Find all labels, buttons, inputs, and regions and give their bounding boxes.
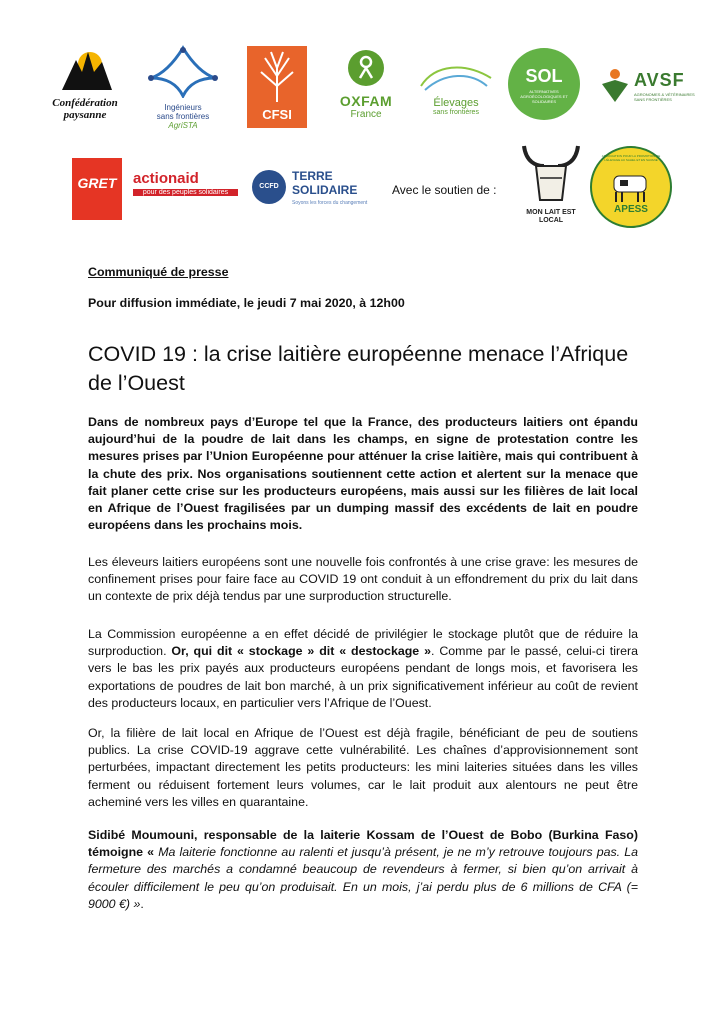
elevages-label-1: Élevages [433, 97, 479, 109]
paragraph-2-highlight: Or, qui dit « stockage » dit « destockage » [171, 644, 431, 659]
apess-ring-label: ASSOCIATION POUR LA PROMOTION DE L'ÉLEVAGE AU SAHEL ET EN SAVANE [601, 154, 661, 162]
paragraph-4-speaker: Sidibé Moumouni, responsable de la laiterie Kossam de l’Ouest de Bobo (Burkina Faso) témoigne « [88, 828, 638, 860]
confederation-emblem-icon [42, 42, 128, 92]
confederation-label: Confédération paysanne [52, 97, 118, 121]
paragraph-2-text-start: La Commission européenne a en effet décidé de privilégier le stockage plutôt que de réduire la surproduction. [88, 627, 638, 659]
cow-horns-milk-icon [518, 142, 584, 204]
communique-label: Communiqué de presse [88, 265, 229, 279]
sol-sub-label: ALTERNATIVES AGROÉCOLOGIQUES ET SOLIDAIRES [520, 89, 568, 104]
paragraph-4 [88, 827, 638, 913]
logo-oxfam [330, 48, 402, 130]
ccfd-badge [252, 170, 286, 204]
logo-gret [72, 158, 122, 220]
page-title: COVID 19 : la crise laitière européenne menace l’Afrique de l’Ouest [88, 342, 629, 395]
terre-label-2: SOLIDAIRE [292, 183, 358, 197]
actionaid-label: actionaid [133, 170, 199, 187]
logo-actionaid [133, 170, 238, 206]
logo-avsf [600, 68, 706, 108]
logo-apess [590, 146, 672, 228]
cfsi-tree-icon [247, 46, 307, 104]
isf-label-3: AgriSTA [168, 121, 198, 130]
elevages-label-2: sans frontières [433, 109, 479, 116]
paragraph-4-quote: Ma laiterie fonctionne au ralenti et jusqu’à présent, je ne m’y retrouve toujours pas. La fermeture des marchés a condamné beaucoup de revendeurs à fermer, si bien qu’on arrivait à écouler difficilement le peu qu’on produisait. En un mois, j’ai perdu plus de 6 millions de CFA (= 9000 €) » [88, 845, 639, 911]
terre-label-1: TERRE [292, 169, 333, 183]
apess-label: APESS [614, 204, 648, 215]
isf-label-1: Ingénieurs [164, 103, 202, 112]
paragraph-3 [88, 725, 638, 811]
ccfd-label: CCFD [259, 183, 279, 190]
lead-paragraph [88, 414, 638, 534]
support-label: Avec le soutien de : [392, 183, 497, 197]
diffusion-line: Pour diffusion immédiate, le jeudi 7 mai 2020, à 12h00 [88, 296, 405, 310]
isf-label-2: sans frontières [156, 112, 210, 121]
oxfam-sub-label: France [350, 109, 382, 120]
logo-elevages-sans-frontieres [415, 60, 497, 120]
cfsi-label: CFSI [262, 107, 292, 122]
avsf-figure-icon [600, 68, 630, 104]
logo-ingenieurs-sans-frontieres [143, 44, 223, 134]
paragraph-2 [88, 626, 638, 712]
logo-terre-solidaire [252, 166, 384, 216]
elevages-swoosh-icon [415, 60, 497, 92]
logo-mon-lait-est-local [518, 142, 584, 228]
paragraph-4-end: . [140, 896, 144, 911]
paragraph-3-text: Or, la filière de lait local en Afrique de l’Ouest est déjà fragile, bénéficiant de peu de soutiens publics. La crise COVID-19 aggrave cette vulnérabilité. Les chaînes d’approvisionnement sont perturbées, impactant directement les petits producteurs: les mini laiteries situées dans les villes ferment ou réduisent fortement leurs volumes, car le lait produit aux alentours ne peut être acheminé vers les villes en quarantaine. [88, 726, 638, 809]
oxfam-icon [330, 48, 402, 88]
gret-label: GRET [77, 175, 117, 191]
actionaid-sub-label: pour des peuples solidaires [133, 189, 238, 196]
avsf-sub-label: AGRONOMES & VÉTÉRINAIRES SANS FRONTIÈRES [634, 92, 695, 102]
logo-sol [508, 48, 580, 120]
isf-star-icon [143, 44, 223, 98]
terre-sub-label: Soyons les forces du changement [292, 200, 368, 206]
logo-confederation-paysanne [42, 42, 128, 132]
avsf-label: AVSF [634, 70, 685, 90]
oxfam-label: OXFAM [339, 93, 393, 109]
paragraph-2-text-end: . Comme par le passé, celui-ci tirera vers le bas les prix payés aux producteurs européens pendant de longs mois, et favorisera les exportations de poudres de lait bon marché, à un prix significativement inférieur au coût de revient des producteurs locaux, en particulier vers l’Afrique de l’Ouest. [88, 644, 638, 710]
logo-cfsi [247, 46, 307, 128]
paragraph-1-text: Les éleveurs laitiers européens sont une nouvelle fois confrontés à une crise grave: les mesures de confinement prises pour faire face au COVID 19 ont conduit à un effondrement du prix du lait dans un contexte de prix déjà tendus par une surproduction structurelle. [88, 555, 638, 604]
sol-label: SOL [525, 66, 563, 86]
monlait-label: MON LAIT EST LOCAL [526, 209, 576, 224]
paragraph-1 [88, 554, 638, 606]
lead-text: Dans de nombreux pays d’Europe tel que la France, des producteurs laitiers ont épandu aujourd’hui de la poudre de lait dans les champs, en signe de protestation contre les mesures prises par l’Union Européenne pour atténuer la crise laitière, mais qui contribuent à la chute des prix. Nos organisations soutiennent cette action et alertent sur la menace que fait planer cette crise sur les producteurs européens, mais aussi sur les filières de lait local en Afrique de l’Ouest fragilisées par un dumping massif des excédents de lait en poudre européens dans les prochains mois. [88, 415, 638, 533]
